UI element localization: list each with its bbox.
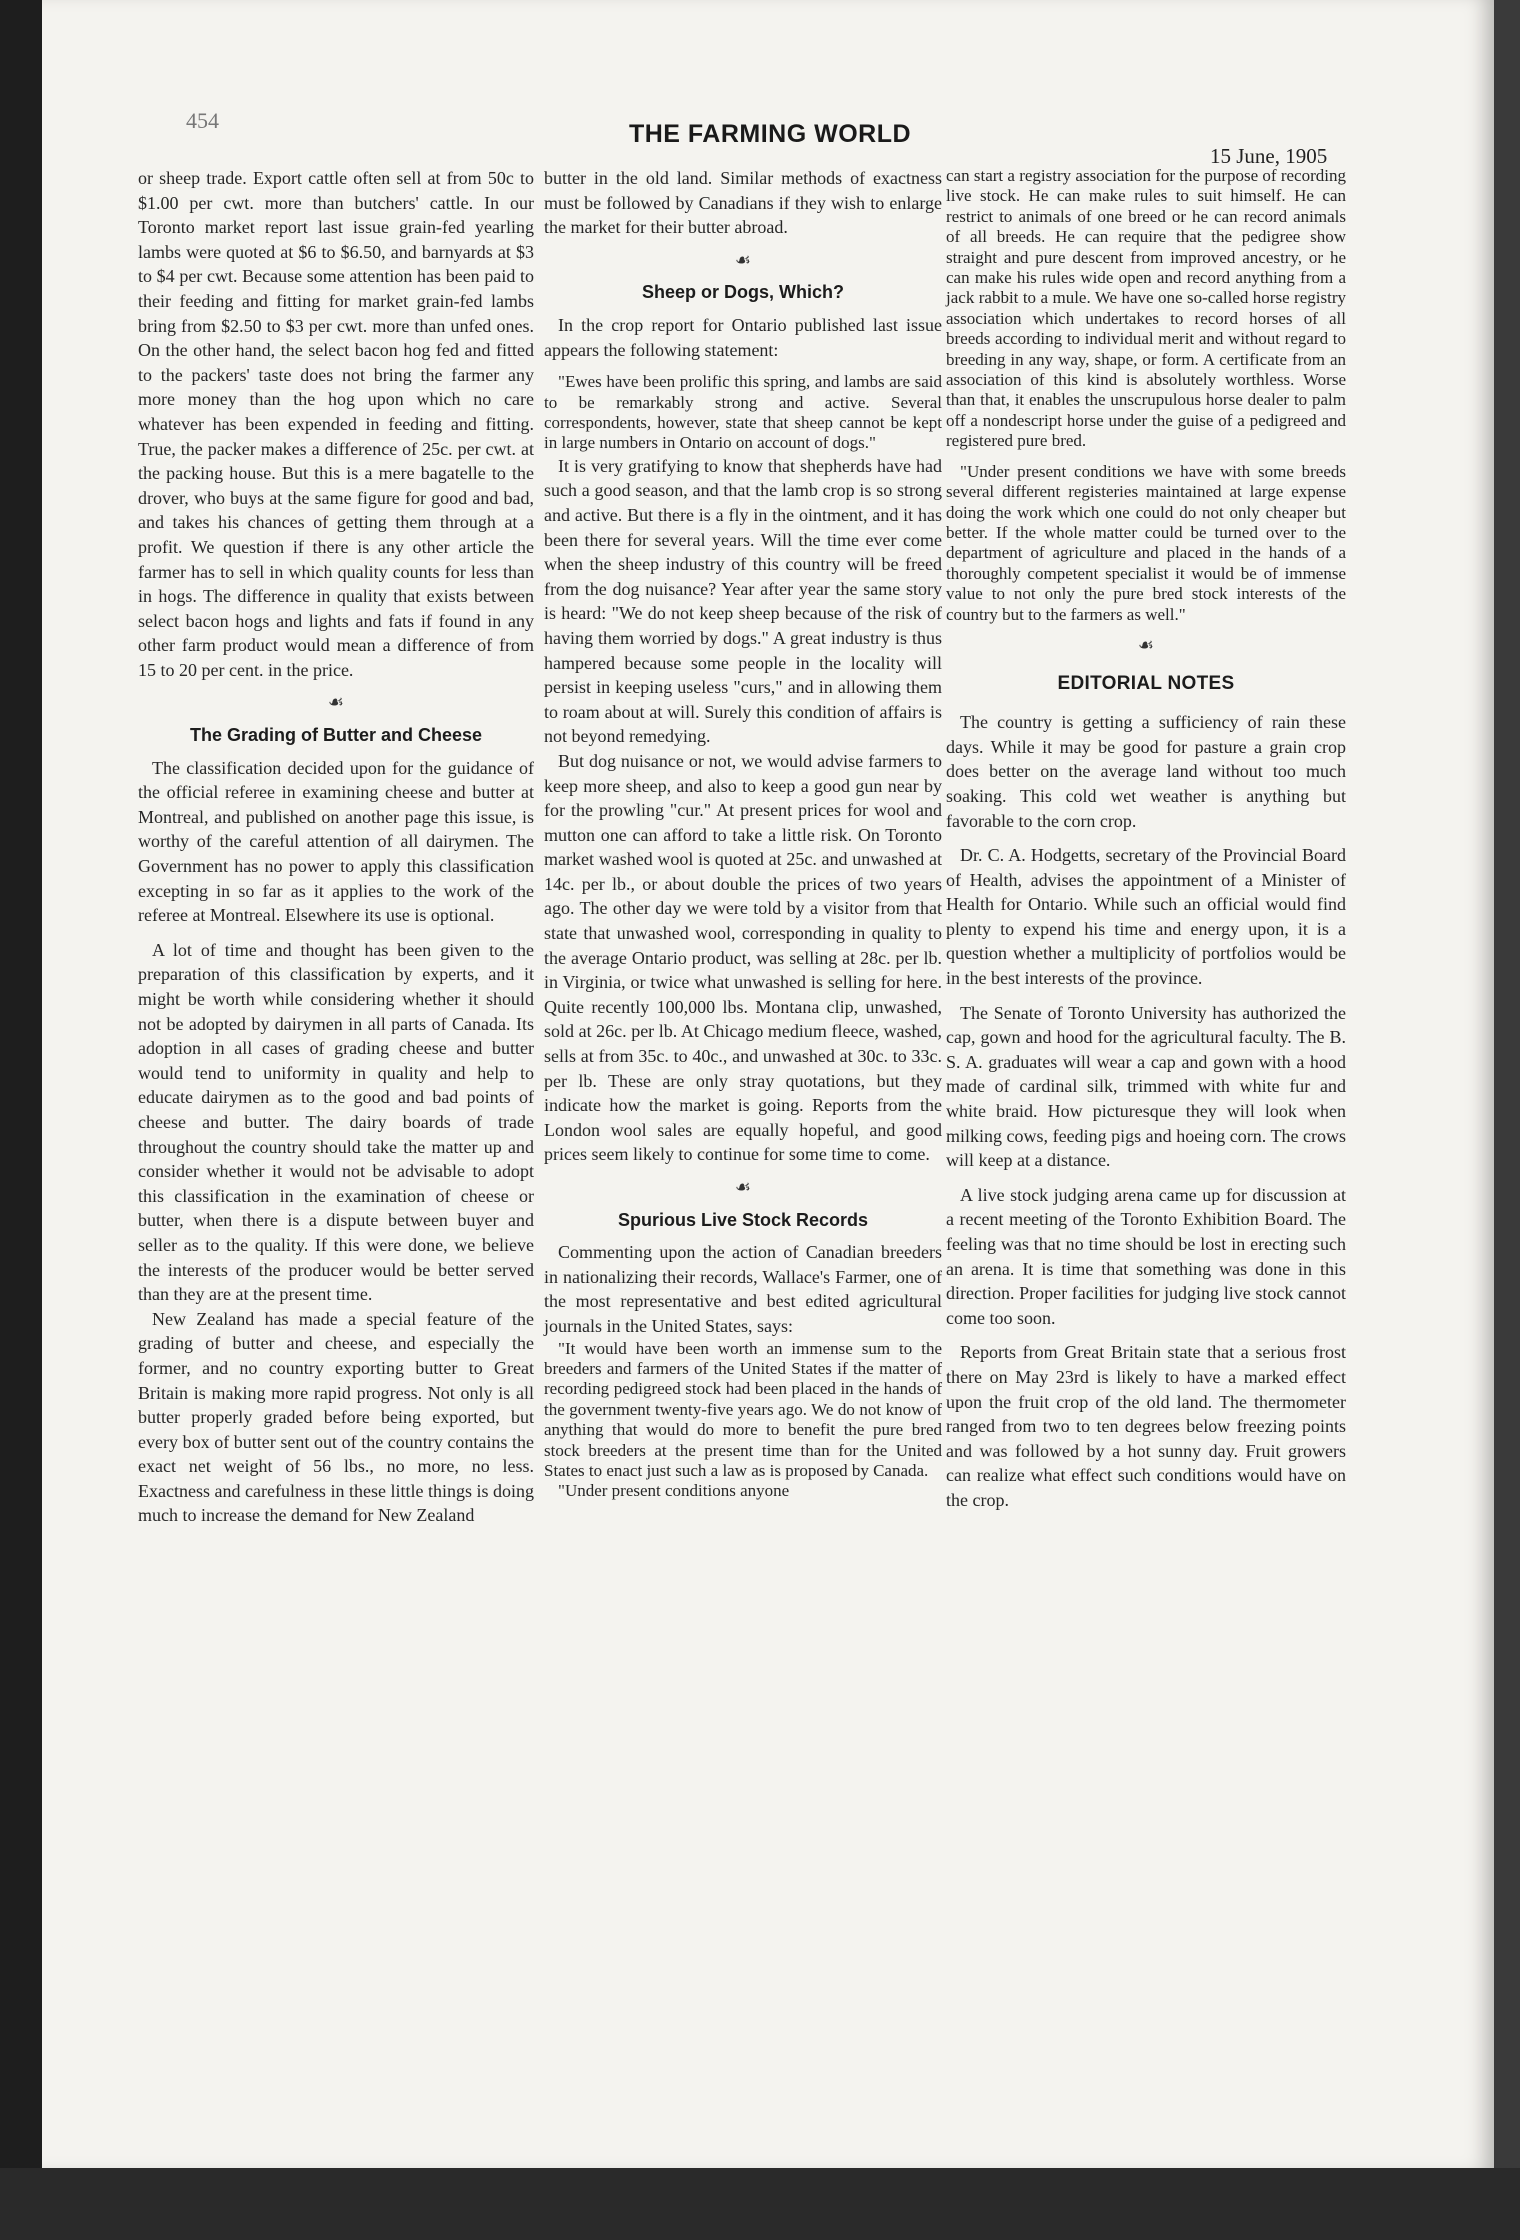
article-paragraph: But dog nuisance or not, we would advise farmers to keep more sheep, and also to keep a good gun near by for the prowling "cur." At present prices for wool and mutton one can afford to take a little risk. On Toronto market washed wool is quoted at 25c. and unwashed at 14c. per lb., or about double the prices of two years ago. The other day we were told by a visitor from that state that unwashed wool, corresponding in quality to the average Ontario product, was selling at 28c. per lb. in Virginia, or twice what unwashed is selling for here. Quite recently 100,000 lbs. Montana clip, unwashed, sold at 26c. per lb. At Chicago medium fleece, washed, sells at from 35c. to 40c., and unwashed at 30c. to 33c. per lb. These are only stray quotations, but they indicate how the market is going. Reports from the London wool sales are equally hopeful, and good prices seem likely to continue for some time to come. xyxy=(544,750,942,1165)
section-ornament-icon: ☙ xyxy=(734,249,752,270)
scan-bottom-edge xyxy=(0,2168,1520,2240)
column-2 xyxy=(544,166,942,1502)
article-paragraph: butter in the old land. Similar methods of exactness must be followed by Canadians if they wish to enlarge the market for their butter abroad. xyxy=(544,168,942,238)
section-ornament-icon: ☙ xyxy=(327,692,345,713)
issue-date: 15 June, 1905 xyxy=(1210,144,1328,168)
article-paragraph: It is very gratifying to know that shepherds have had such a good season, and that the lamb crop is so strong and active. But there is a fly in the ointment, and it has been there for several years. Will the time ever come when the sheep industry of this country will be freed from the dog nuisance? Year after year the same story is heard: "We do not keep sheep because of the risk of having them worried by dogs." A great industry is thus hampered because some people in the locality will persist in keeping useless "curs," and in allowing them to roam about at will. Surely this condition of affairs is not beyond remedying. xyxy=(544,455,942,747)
section-ornament-icon: ☙ xyxy=(1137,634,1155,655)
editorial-note: Dr. C. A. Hodgetts, secretary of the Provincial Board of Health, advises the appointment of a Minister of Health for Ontario. While such an official would find plenty to expend his time and energy upon, it is a question whether a multiplicity of portfolios would be in the best interests of the province. xyxy=(946,845,1346,989)
quoted-paragraph: "Under present conditions we have with some breeds several different registeries maintained at large expense doing the work which one could do not only cheaper but better. If the whole matter could be turned over to the department of agriculture and placed in the hands of a thoroughly competent specialist it would be of immense value to not only the pure bred stock interests of the country but to the farmers as well." xyxy=(946,461,1346,624)
quoted-paragraph: "Under present conditions anyone xyxy=(558,1481,790,1501)
editorial-note: A live stock judging arena came up for discussion at a recent meeting of the Toronto Exhibition Board. The feeling was that no time should be lost in erecting such an arena. It is time that something was done in this direction. Proper facilities for judging live stock cannot come too soon. xyxy=(946,1184,1346,1328)
article-heading-sheep-dogs: Sheep or Dogs, Which? xyxy=(641,282,844,303)
editorial-note: The country is getting a sufficiency of rain these days. While it may be good for pasture a grain crop does better on the average land without too much soaking. This cold wet weather is anything but favorable to the corn crop. xyxy=(946,712,1346,831)
article-paragraph: In the crop report for Ontario published last issue appears the following statement: xyxy=(544,314,942,360)
page-number: 454 xyxy=(186,108,219,133)
quoted-paragraph: "Ewes have been prolific this spring, and lambs are said to be remarkably strong and active. Several correspondents, however, state that sheep cannot be kept in large numbers in Ontario on account of dogs." xyxy=(544,372,942,453)
quoted-paragraph: "It would have been worth an immense sum to the breeders and farmers of the United States if the matter of recording pedigreed stock had been placed in the hands of the government twenty-five years ago. We do not know of anything that would do more to benefit the pure bred stock breeders at the present time than for the United States to enact just such a law as is proposed by Canada. xyxy=(544,1338,942,1480)
article-paragraph: The classification decided upon for the guidance of the official referee in examining cheese and butter at Montreal, and published on another page this issue, is worthy of the careful attention of all dairymen. The Government has no power to apply this classification excepting in so far as it applies to the work of the referee at Montreal. Elsewhere its use is optional. xyxy=(138,757,534,926)
editorial-notes-heading: EDITORIAL NOTES xyxy=(1057,672,1235,694)
article-paragraph: or sheep trade. Export cattle often sell at from 50c to $1.00 per cwt. more than butchers' cattle. In our Toronto market report last issue grain-fed yearling lambs were quoted at $6 to $6.50, and barnyards at $3 to $4 per cwt. Because some attention has been paid to their feeding and fitting for market grain-fed lambs bring from $2.50 to $3 per cwt. more than unfed ones. On the other hand, the select bacon hog fed and fitted to the packers' taste does not bring the farmer any more money than the hog upon which no care whatever has been expended in feeding and fitting. True, the packer makes a difference of 25c. per cwt. at the packing house. But this is a mere bagatelle to the drover, who buys at the same figure for good and bad, and takes his chances of getting them through at a profit. We question if there is any other article the farmer has to sell in which quality counts for less than in hogs. The difference in quality that exists between select bacon hogs and lights and fats if found in any other farm product would mean a difference of from 15 to 20 per cent. in the price. xyxy=(138,168,534,680)
editorial-note: The Senate of Toronto University has authorized the cap, gown and hood for the agricultural faculty. The B. S. A. graduates will wear a cap and gown with a hood made of cardinal silk, trimmed with white fur and white braid. How picturesque they will look when milking cows, feeding pigs and hoeing corn. The crows will keep at a distance. xyxy=(946,1002,1346,1171)
binding-edge xyxy=(1494,0,1520,2240)
article-paragraph: New Zealand has made a special feature of the grading of butter and cheese, and especially the former, and no country exporting butter to Great Britain is making more rapid progress. Not only is all butter properly graded before being exported, but every box of butter sent out of the country contains the exact net weight of 56 lbs., no more, no less. Exactness and carefulness in these little things is doing much to increase the demand for New Zealand xyxy=(138,1308,534,1526)
article-heading-live-stock-records: Spurious Live Stock Records xyxy=(617,1209,869,1230)
article-paragraph: A lot of time and thought has been given to the preparation of this classification by experts, and it might be worth while considering whether it should not be adopted by dairymen in all parts of Canada. Its adoption in all cases of grading cheese and butter would tend to uniformity in quality and help to educate dairymen as to the good and bad points of cheese and butter. The dairy boards of trade throughout the country should take the matter up and consider whether it would not be advisable to adopt this classification in the examination of cheese or butter, when there is a dispute between buyer and seller as to the quality. If this were done, we believe the interests of the producer would be better served than they are at the present time. xyxy=(138,939,534,1305)
column-3 xyxy=(946,166,1346,1513)
section-ornament-icon: ☙ xyxy=(734,1177,752,1197)
column-1 xyxy=(138,166,534,1528)
article-paragraph: Commenting upon the action of Canadian breeders in nationalizing their records, Wallace's Farmer, one of the most representative and best edited agricultural journals in the United States, says: xyxy=(544,1242,942,1336)
article-heading-butter-cheese: The Grading of Butter and Cheese xyxy=(189,725,483,746)
quoted-paragraph: can start a registry association for the purpose of recording live stock. He can make rules to suit himself. He can restrict to animals of one breed or he can record animals of all breeds. He can require that the pedigree show straight and pure descent from improved ancestry, or he can make his rules wide open and record anything from a jack rabbit to a mule. We have one so-called horse registry association which undertakes to record horses of all breeds according to individual merit and without regard to breeding in any way, shape, or form. A certificate from an association of this kind is absolutely worthless. Worse than that, it enables the unscrupulous horse dealer to palm off a nondescript horse under the guise of a pedigreed and registered pure bred. xyxy=(946,166,1346,451)
publication-title: THE FARMING WORLD xyxy=(628,120,912,148)
editorial-note: Reports from Great Britain state that a serious frost there on May 23rd is likely to have a marked effect upon the fruit crop of the old land. The thermometer ranged from two to ten degrees below freezing points and was followed by a hot sunny day. Fruit growers can realize what effect such conditions would have on the crop. xyxy=(946,1342,1346,1510)
